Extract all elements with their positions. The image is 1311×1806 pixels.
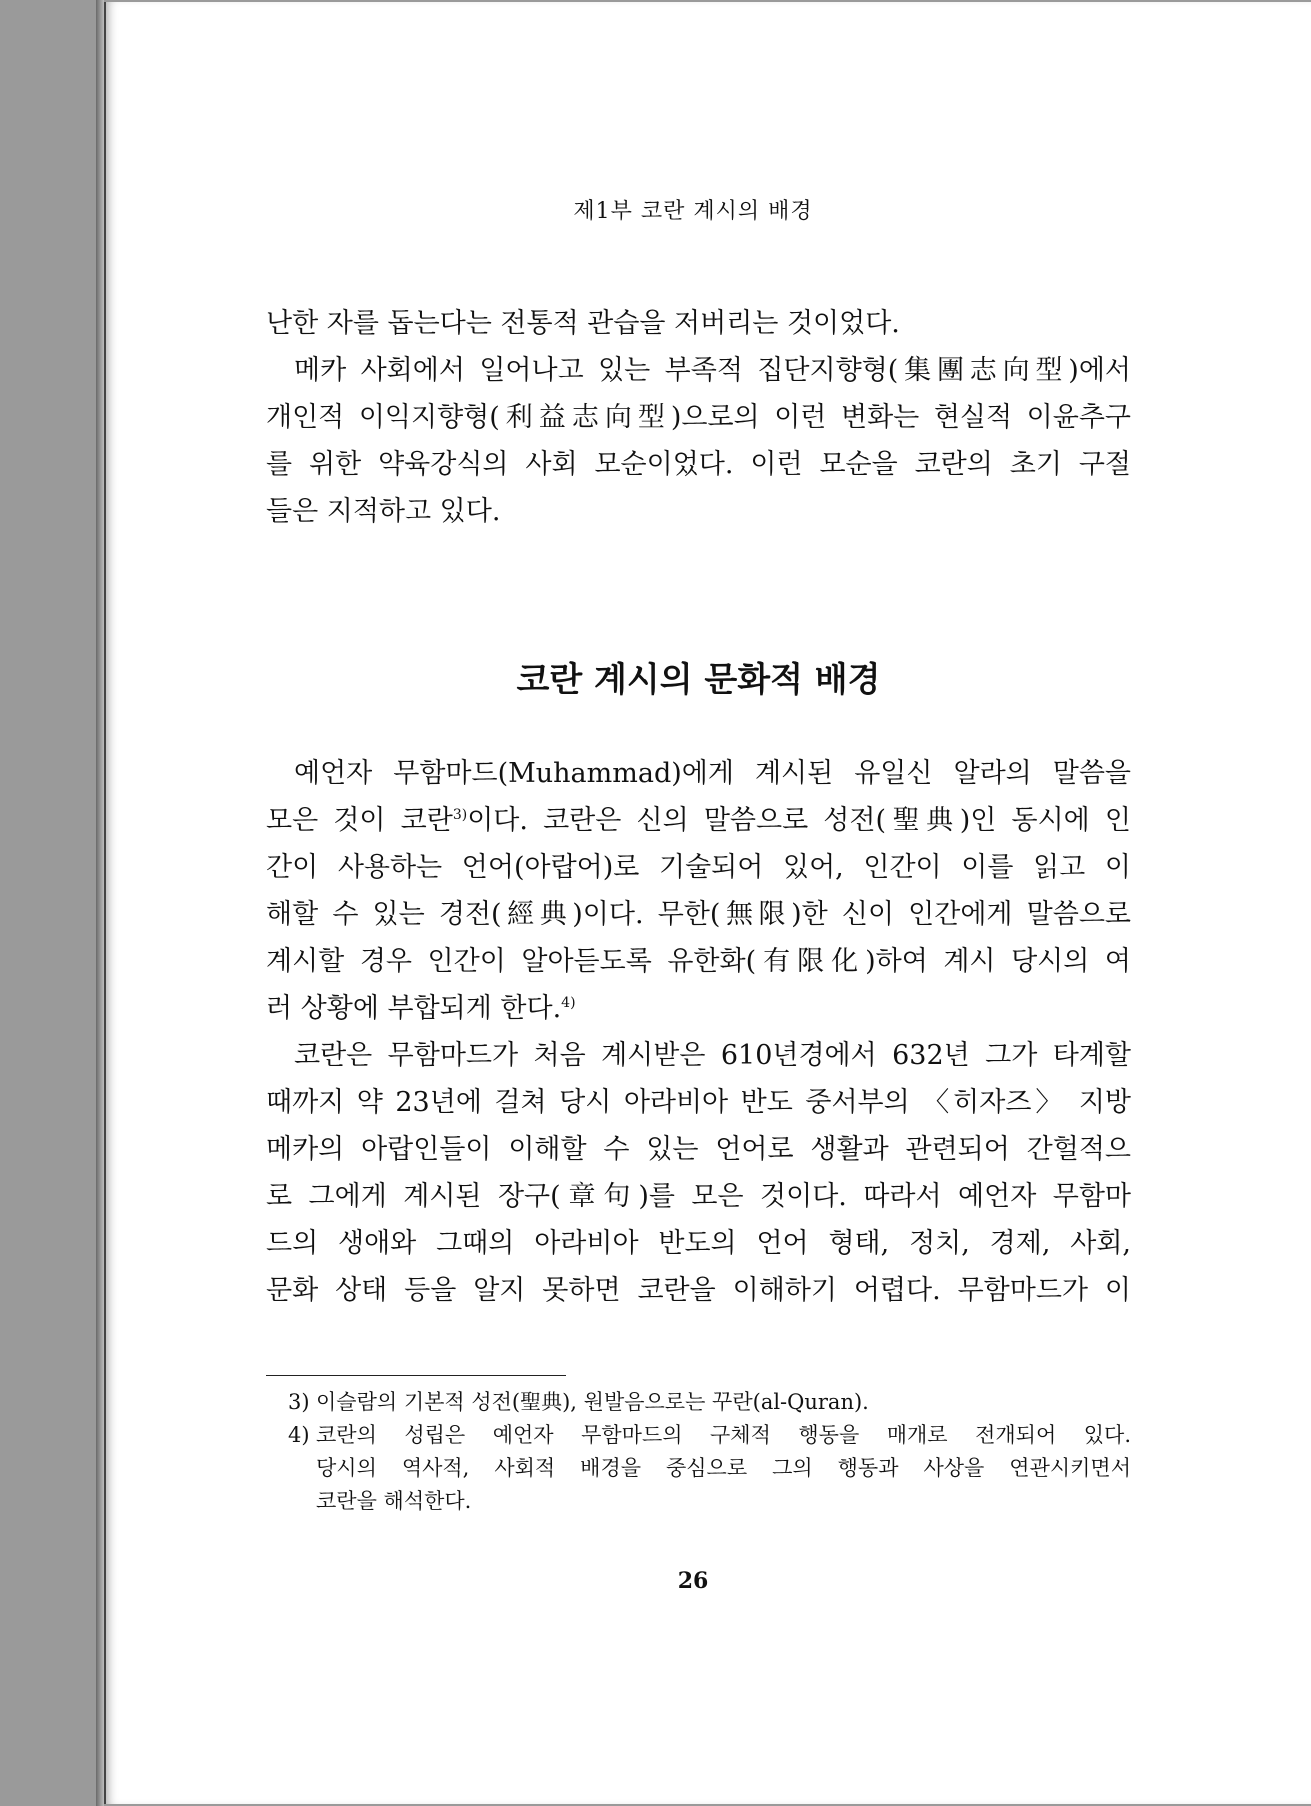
footnote-number: 3): [288, 1390, 310, 1414]
text-fragment: 이다. 코란은 신의 말씀으로 성전(聖典)인 동시에 인: [467, 805, 1131, 836]
book-page: [104, 2, 1311, 1804]
text-line: 메카 사회에서 일어나고 있는 부족적 집단지향형(集團志向型)에서: [294, 355, 1131, 386]
text-line: 개인적 이익지향형(利益志向型)으로의 이런 변화는 현실적 이윤추구: [266, 402, 1131, 433]
text-fragment: 러 상황에 부합되게 한다.: [266, 993, 562, 1024]
footnote-3: [288, 1386, 1131, 1419]
paragraph-end: [266, 488, 1131, 535]
footnote-line: 이슬람의 기본적 성전(聖典), 원발음으로는 꾸란(al-Quran).: [316, 1390, 869, 1414]
text-line: 계시할 경우 인간이 알아듣도록 유한화(有限化)하여 계시 당시의 여: [266, 946, 1131, 977]
footnotes: [288, 1386, 1131, 1518]
text-line: 난한 자를 돕는다는 전통적 관습을 저버리는 것이었다.: [266, 308, 900, 339]
text-line: 드의 생애와 그때의 아라비아 반도의 언어 형태, 정치, 경제, 사회,: [266, 1228, 1131, 1259]
paragraph: [266, 750, 1131, 985]
footnote-number: 4): [288, 1423, 310, 1447]
paragraph-end: [266, 985, 1131, 1032]
book-spine-shadow: [96, 0, 104, 1806]
footnote-line: 코란을 해석한다.: [316, 1489, 472, 1513]
text-line: 로 그에게 계시된 장구(章句)를 모은 것이다. 따라서 예언자 무함마: [266, 1181, 1131, 1212]
text-line: [266, 797, 1131, 844]
text-line: 들은 지적하고 있다.: [266, 496, 501, 527]
text-line: 문화 상태 등을 알지 못하면 코란을 이해하기 어렵다. 무함마드가 이: [266, 1275, 1131, 1306]
paragraph: [266, 347, 1131, 488]
text-line: [266, 985, 1131, 1032]
footnote-line: 코란의 성립은 예언자 무함마드의 구체적 행동을 매개로 전개되어 있다.: [316, 1423, 1131, 1447]
running-head: 제1부 코란 계시의 배경: [573, 199, 813, 224]
text-line: 메카의 아랍인들이 이해할 수 있는 언어로 생활과 관련되어 간헐적으: [266, 1134, 1131, 1165]
text-line: 를 위한 약육강식의 사회 모순이었다. 이런 모순을 코란의 초기 구절: [266, 449, 1131, 480]
text-line: 해할 수 있는 경전(經典)이다. 무한(無限)한 신이 인간에게 말씀으로: [266, 899, 1131, 930]
page-number: 26: [677, 1568, 709, 1594]
text-fragment: 모은 것이 코란: [266, 805, 453, 836]
paragraph-continuation: [266, 300, 1131, 347]
footnote-divider: [266, 1375, 566, 1376]
text-line: 때까지 약 23년에 걸쳐 당시 아라비아 반도 중서부의 〈히자즈〉 지방: [266, 1087, 1131, 1118]
text-line: 간이 사용하는 언어(아랍어)로 기술되어 있어, 인간이 이를 읽고 이: [266, 852, 1131, 883]
footnote-ref-3[interactable]: 3): [452, 807, 468, 823]
footnote-ref-4[interactable]: 4): [561, 995, 576, 1011]
text-line: 코란은 무함마드가 처음 계시받은 610년경에서 632년 그가 타계할: [294, 1040, 1131, 1071]
section-title: 코란 계시의 문화적 배경: [516, 660, 881, 700]
footnote-4: [288, 1419, 1131, 1518]
text-line: 예언자 무함마드(Muhammad)에게 계시된 유일신 알라의 말씀을: [294, 758, 1131, 789]
text-block-main: [266, 750, 1131, 1314]
paragraph: [266, 1032, 1131, 1314]
text-block-top: [266, 300, 1131, 535]
footnote-line: 당시의 역사적, 사회적 배경을 중심으로 그의 행동과 사상을 연관시키면서: [316, 1456, 1131, 1480]
